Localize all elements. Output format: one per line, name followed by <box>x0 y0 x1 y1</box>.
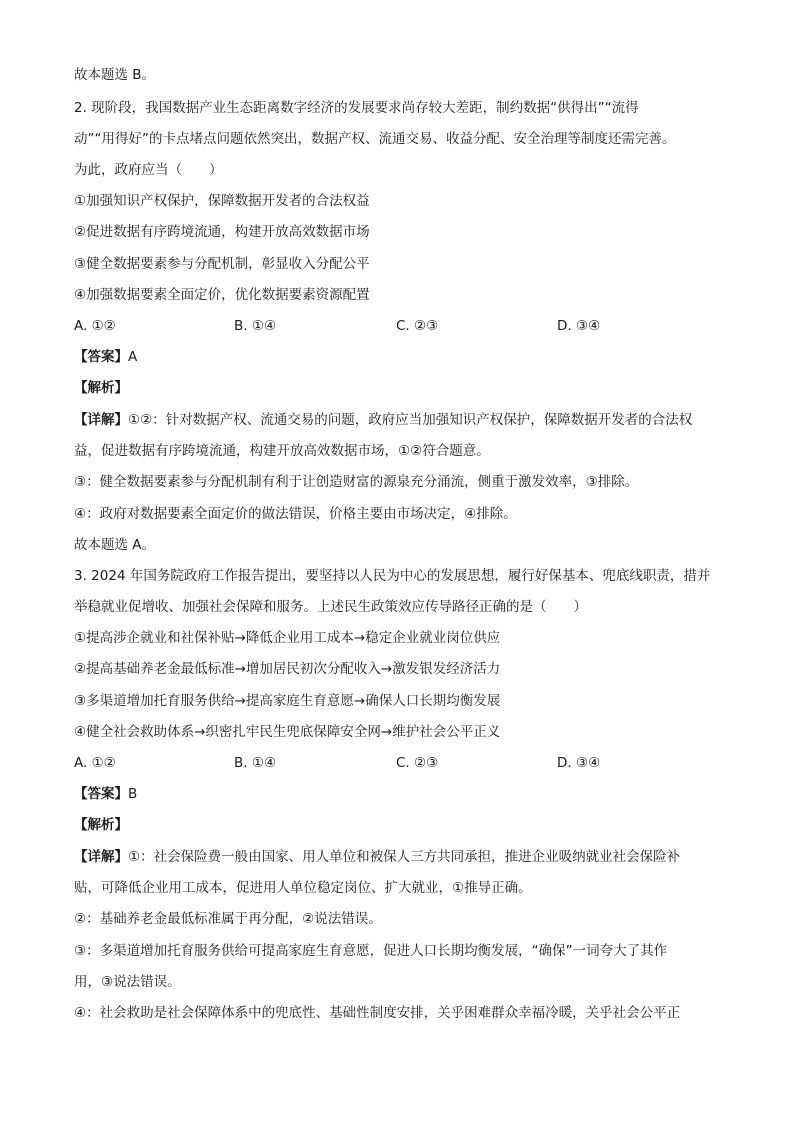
q3-statement-2: ②提高基础养老金最低标准→增加居民初次分配收入→激发银发经济活力 <box>74 661 501 677</box>
q2-statement-3: ③健全数据要素参与分配机制，彰显收入分配公平 <box>74 256 370 272</box>
answer-value: B <box>128 786 138 802</box>
q3-option-b: B. ①④ <box>234 755 277 771</box>
q3-statement-4: ④健全社会救助体系→织密扎牢民生兜底保障安全网→维护社会公平正义 <box>74 724 501 740</box>
detail-tag: 【详解】 <box>74 412 128 428</box>
q2-stem-line-1: 2. 现阶段，我国数据产业生态距离数字经济的发展要求尚存较大差距，制约数据“供得出”“流得 <box>74 100 639 116</box>
q3-answer <box>74 784 137 804</box>
q3-detail-line-1: 【详解】①：社会保险费一般由国家、用人单位和被保人三方共同承担，推进企业吸纳就业社会保险补 <box>74 849 681 865</box>
q2-option-c: C. ②③ <box>396 318 439 334</box>
q3-option-d: D. ③④ <box>557 755 601 771</box>
q3-statement-3: ③多渠道增加托育服务供给→提高家庭生育意愿→确保人口长期均衡发展 <box>74 693 501 709</box>
q3-stem-line-2: 举稳就业促增收、加强社会保障和服务。上述民生政策效应传导路径正确的是（ ） <box>74 599 587 615</box>
q2-analysis-tag: 【解析】 <box>74 380 128 396</box>
answer-value: A <box>128 349 138 365</box>
q2-statement-2: ②促进数据有序跨境流通，构建开放高效数据市场 <box>74 224 370 240</box>
q3-detail-line-6: ④：社会救助是社会保障体系中的兜底性、基础性制度安排，关乎困难群众幸福冷暖，关乎社会公平正 <box>74 1005 681 1021</box>
q2-option-d: D. ③④ <box>557 318 601 334</box>
q2-option-a: A. ①② <box>74 318 116 334</box>
answer-tag: 【答案】 <box>74 786 128 802</box>
previous-conclusion: 故本题选 B。 <box>74 67 156 83</box>
q2-stem-line-3: 为此，政府应当（ ） <box>74 162 223 178</box>
q3-detail-line-5: 用，③说法错误。 <box>74 974 181 990</box>
q2-statement-4: ④加强数据要素全面定价，优化数据要素资源配置 <box>74 287 370 303</box>
q2-option-b: B. ①④ <box>234 318 277 334</box>
detail-tag: 【详解】 <box>74 849 128 865</box>
q3-detail-line-2: 贴，可降低企业用工成本，促进用人单位稳定岗位、扩大就业，①推导正确。 <box>74 880 532 896</box>
q3-detail-line-3: ②：基础养老金最低标准属于再分配，②说法错误。 <box>74 911 382 927</box>
q3-option-c: C. ②③ <box>396 755 439 771</box>
q3-statement-1: ①提高涉企就业和社保补贴→降低企业用工成本→稳定企业就业岗位供应 <box>74 630 501 646</box>
q2-detail-line-1: 【详解】①②：针对数据产权、流通交易的问题，政府应当加强知识产权保护，保障数据开发者的合法权 <box>74 412 693 428</box>
q3-analysis-tag: 【解析】 <box>74 817 128 833</box>
q3-stem-line-1: 3. 2024 年国务院政府工作报告提出，要坚持以人民为中心的发展思想，履行好保基本、兜底线职责，措并 <box>74 568 711 584</box>
q2-stem-line-2: 动”“用得好”的卡点堵点问题依然突出，数据产权、流通交易、收益分配、安全治理等制度还需完善。 <box>74 131 676 147</box>
q2-detail-line-2: 益，促进数据有序跨境流通，构建开放高效数据市场，①②符合题意。 <box>74 443 490 459</box>
q2-conclusion: 故本题选 A。 <box>74 537 156 553</box>
q3-detail-line-4: ③：多渠道增加托育服务供给可提高家庭生育意愿，促进人口长期均衡发展，“确保”一词夸大了其作 <box>74 943 668 959</box>
q2-answer <box>74 347 137 367</box>
q2-statement-1: ①加强知识产权保护，保障数据开发者的合法权益 <box>74 193 370 209</box>
answer-tag: 【答案】 <box>74 349 128 365</box>
q2-detail-line-4: ④：政府对数据要素全面定价的做法错误，价格主要由市场决定，④排除。 <box>74 506 517 522</box>
q3-option-a: A. ①② <box>74 755 116 771</box>
q2-detail-line-3: ③：健全数据要素参与分配机制有利于让创造财富的源泉充分涌流，侧重于激发效率，③排除。 <box>74 474 639 490</box>
